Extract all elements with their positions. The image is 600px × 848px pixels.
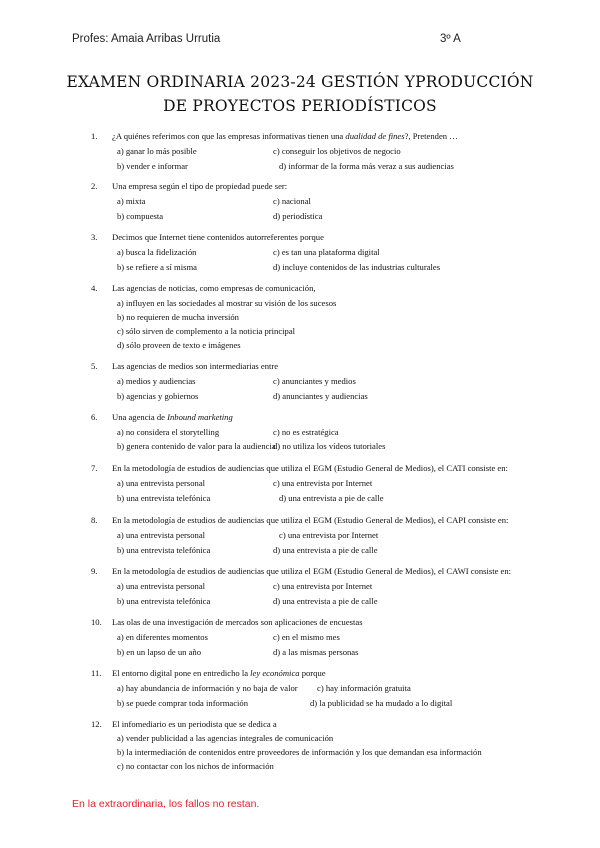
option-a: a) una entrevista personal (117, 581, 206, 591)
option-d: d) una entrevista a pie de calle (279, 493, 384, 503)
option-b: b) una entrevista telefónica (117, 493, 211, 503)
exam-title-line-1: EXAMEN ORDINARIA 2023-24 GESTIÓN YPRODUCCIÓN (66, 73, 534, 91)
question-number: 9. (91, 566, 98, 576)
option-d: d) periodística (273, 211, 323, 221)
option-a: a) busca la fidelización (117, 247, 197, 257)
question-stem: Una empresa según el tipo de propiedad puede ser: (112, 181, 288, 191)
option-d: d) una entrevista a pie de calle (273, 596, 378, 606)
option-b: b) agencias y gobiernos (117, 391, 199, 401)
option-a: a) una entrevista personal (117, 478, 206, 488)
option-b: b) en un lapso de un año (117, 647, 202, 657)
option-b: b) la intermediación de contenidos entre proveedores de información y los que demandan esa información (117, 747, 482, 757)
option-b: b) una entrevista telefónica (117, 545, 211, 555)
question-stem: El entorno digital pone en entredicho la ley económica porque (112, 668, 326, 678)
option-a: a) hay abundancia de información y no baja de valor (117, 683, 298, 693)
page-header (72, 33, 532, 45)
exam-title (40, 70, 560, 118)
question-stem: El infomediario es un periodista que se dedica a (112, 719, 277, 729)
question-stem: Decimos que Internet tiene contenidos autorreferentes porque (112, 232, 324, 242)
question-stem: ¿A quiénes referimos con que las empresas informativas tienen una dualidad de fines?, Pretenden … (112, 131, 458, 141)
option-a: a) mixta (117, 196, 146, 206)
option-d: d) la publicidad se ha mudado a lo digital (310, 698, 453, 708)
option-d: d) a las mismas personas (273, 647, 359, 657)
question-stem: Las agencias de noticias, como empresas de comunicación, (112, 283, 316, 293)
option-c: c) no contactar con los nichos de información (117, 761, 274, 771)
question-number: 3. (91, 232, 98, 242)
option-c: c) no es estratégica (273, 427, 339, 437)
option-c: c) en el mismo mes (273, 632, 340, 642)
option-d: d) incluye contenidos de las industrias culturales (273, 262, 441, 272)
option-c: c) una entrevista por Internet (273, 581, 373, 591)
option-a: a) influyen en las sociedades al mostrar su visión de los sucesos (117, 298, 337, 308)
question-number: 7. (91, 463, 98, 473)
teacher-name: Profes: Amaia Arribas Urrutia (72, 33, 221, 45)
question-number: 11. (91, 668, 102, 678)
option-c: c) sólo sirven de complemento a la noticia principal (117, 326, 296, 336)
question-number: 12. (91, 719, 102, 729)
question-stem: Una agencia de Inbound marketing (112, 412, 233, 422)
question-stem: Las agencias de medios son intermediarias entre (112, 361, 279, 371)
footer-note: En la extraordinaria, los fallos no restan. (72, 798, 260, 810)
question-number: 1. (91, 131, 98, 141)
option-b: b) una entrevista telefónica (117, 596, 211, 606)
question-number: 5. (91, 361, 98, 371)
option-c: c) una entrevista por Internet (273, 478, 373, 488)
question-number: 6. (91, 412, 98, 422)
option-b: b) se refiere a sí misma (117, 262, 197, 272)
question-stem: Las olas de una investigación de mercados son aplicaciones de encuestas (112, 617, 363, 627)
option-b: b) no requieren de mucha inversión (117, 312, 239, 322)
question-number: 10. (91, 617, 102, 627)
exam-title-line-2: DE PROYECTOS PERIODÍSTICOS (163, 97, 437, 115)
question-stem: En la metodología de estudios de audiencias que utiliza el EGM (Estudio General de Medios), el CAPI consiste en: (112, 515, 509, 525)
option-c: c) una entrevista por Internet (279, 530, 379, 540)
question-number: 8. (91, 515, 98, 525)
option-d: d) sólo proveen de texto e imágenes (117, 340, 241, 350)
option-c: c) es tan una plataforma digital (273, 247, 380, 257)
option-b: b) genera contenido de valor para la audiencia (117, 441, 276, 451)
option-b: b) compuesta (117, 211, 164, 221)
option-c: c) anunciantes y medios (273, 376, 356, 386)
option-a: a) una entrevista personal (117, 530, 206, 540)
option-d: d) anunciantes y audiencias (273, 391, 368, 401)
option-c: c) conseguir los objetivos de negocio (273, 146, 401, 156)
option-d: d) no utiliza los vídeos tutoriales (273, 441, 386, 451)
option-c: c) hay información gratuita (317, 683, 411, 693)
option-b: b) vender e informar (117, 161, 188, 171)
question-number: 4. (91, 283, 98, 293)
question-stem: En la metodología de estudios de audiencias que utiliza el EGM (Estudio General de Medios), el CATI consiste en: (112, 463, 508, 473)
option-a: a) en diferentes momentos (117, 632, 208, 642)
option-b: b) se puede comprar toda información (117, 698, 249, 708)
class-group: 3º A (440, 33, 461, 45)
option-a: a) medios y audiencias (117, 376, 196, 386)
option-d: d) una entrevista a pie de calle (273, 545, 378, 555)
option-a: a) ganar lo más posible (117, 146, 197, 156)
question-number: 2. (91, 181, 98, 191)
option-a: a) no considera el storytelling (117, 427, 220, 437)
option-c: c) nacional (273, 196, 311, 206)
option-d: d) informar de la forma más veraz a sus audiencias (279, 161, 454, 171)
question-stem: En la metodología de estudios de audiencias que utiliza el EGM (Estudio General de Medios), el CAWI consiste en: (112, 566, 512, 576)
option-a: a) vender publicidad a las agencias integrales de comunicación (117, 733, 334, 743)
